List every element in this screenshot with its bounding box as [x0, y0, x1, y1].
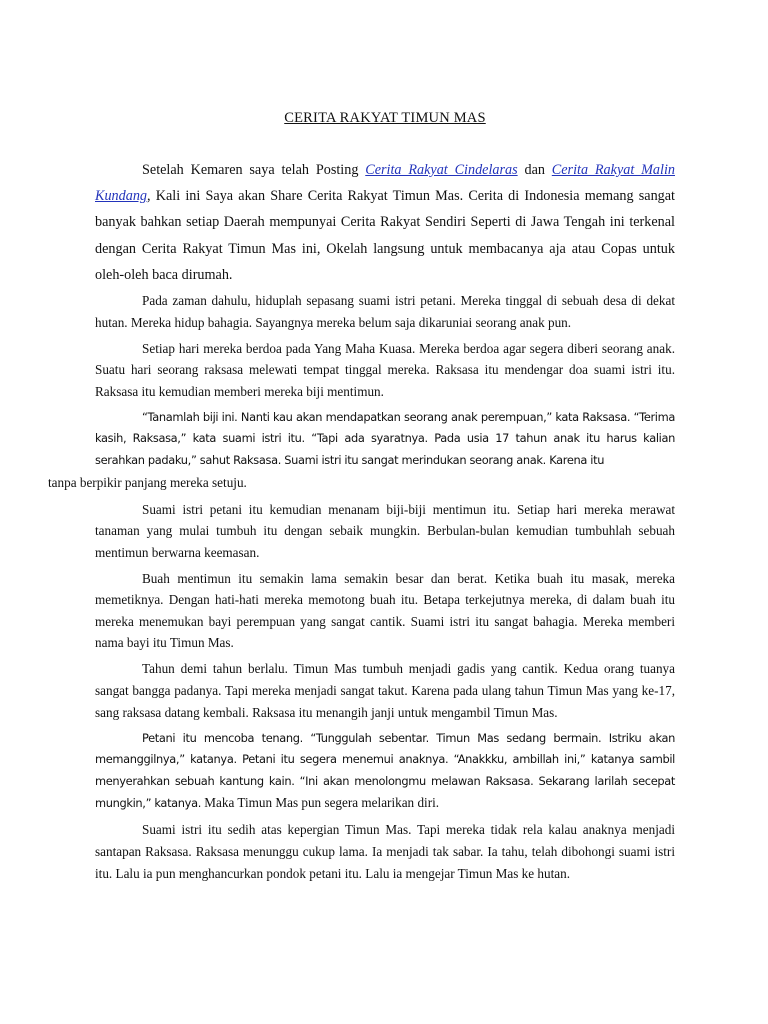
link-cerita-cindelaras[interactable]: Cerita Rakyat Cindelaras — [365, 162, 518, 178]
document-title: CERITA RAKYAT TIMUN MAS — [284, 110, 486, 126]
story-paragraph-2: Setiap hari mereka berdoa pada Yang Maha Kuasa. Mereka berdoa agar segera diberi seorang anak. Suatu hari seorang raksasa melewati tempat tinggal mereka. Raksasa itu mendengar doa suami istri itu. Raksasa itu kemudian memberi mereka biji mentimun. — [95, 340, 675, 399]
story-paragraph-7-dialogue: Petani itu mencoba tenang. “Tunggulah sebentar. Timun Mas sedang bermain. Istriku akan memanggilnya,” katanya. Petani itu segera menemui anaknya. “Anakkku, ambillah ini,” katanya sambil menyerahkan sebuah kantung kain. “Ini akan menolongmu melawan Raksasa. Sekarang larilah secepat mungkin,” katanya. — [95, 730, 675, 811]
story-paragraph-3 — [48, 407, 675, 494]
story-paragraph-6: Tahun demi tahun berlalu. Timun Mas tumbuh menjadi gadis yang cantik. Kedua orang tuanya sangat bangga padanya. Tapi mereka menjadi sangat takut. Karena pada ulang tahun Timun Mas yang ke-17, sang raksasa datang kembali. Raksasa itu menangih janji untuk mengambil Timun Mas. — [95, 661, 675, 720]
story-paragraph-1: Pada zaman dahulu, hiduplah sepasang suami istri petani. Mereka tinggal di sebuah desa di dekat hutan. Mereka hidup bahagia. Sayangnya mereka belum saja dikaruniai seorang anak pun. — [95, 293, 675, 330]
link-cerita-malin-kundang[interactable]: Cerita Rakyat Malin Kundang — [95, 162, 675, 205]
intro-text-end: , Kali ini Saya akan Share Cerita Rakyat Timun Mas. Cerita di Indonesia memang sangat banyak bahkan setiap Daerah mempunyai Cerita Rakyat Sendiri Seperti di Jawa Tengah ini terkenal dengan Cerita Rakyat Timun Mas ini, Okelah langsung untuk membacanya aja atau Copas untuk oleh-oleh baca dirumah. — [95, 188, 675, 283]
story-paragraph-7-end: Maka Timun Mas pun segera melarikan diri. — [200, 795, 440, 811]
story-paragraph-3-end: tanpa berpikir panjang mereka setuju. — [48, 474, 247, 490]
story-paragraph-4: Suami istri petani itu kemudian menanam biji-biji mentimun itu. Setiap hari mereka merawat tanaman yang mulai tumbuh itu dengan sebaik mungkin. Berbulan-bulan kemudian tumbuhlah sebuah mentimun berwarna keemasan. — [95, 501, 675, 560]
story-paragraph-5: Buah mentimun itu semakin lama semakin besar dan berat. Ketika buah itu masak, mereka memetiknya. Dengan hati-hati mereka memotong buah itu. Betapa terkejutnya mereka, di dalam buah itu mereka menemukan bayi perempuan yang sangat cantik. Suami istri itu sangat bahagia. Mereka memberi nama bayi itu Timun Mas. — [95, 570, 675, 651]
story-paragraph-8: Suami istri itu sedih atas kepergian Timun Mas. Tapi mereka tidak rela kalau anaknya menjadi santapan Raksasa. Raksasa menunggu cukup lama. Ia menjadi tak sabar. Ia tahu, telah dibohongi suami istri itu. Lalu ia pun menghancurkan pondok petani itu. Lalu ia mengejar Timun Mas ke hutan. — [95, 822, 675, 881]
story-paragraph-3-dialogue: “Tanamlah biji ini. Nanti kau akan mendapatkan seorang anak perempuan,” kata Raksasa. “Terima kasih, Raksasa,” kata suami istri itu. “Tapi ada syaratnya. Pada usia 17 tahun anak itu harus kalian serahkan padaku,” sahut Raksasa. Suami istri itu sangat merindukan seorang anak. Karena itu — [95, 409, 675, 467]
story-paragraph-7 — [95, 728, 675, 815]
intro-text-start: Setelah Kemaren saya telah Posting — [142, 162, 366, 178]
intro-paragraph — [95, 157, 675, 288]
intro-text-between: dan — [517, 162, 552, 178]
document-page — [48, 110, 675, 889]
